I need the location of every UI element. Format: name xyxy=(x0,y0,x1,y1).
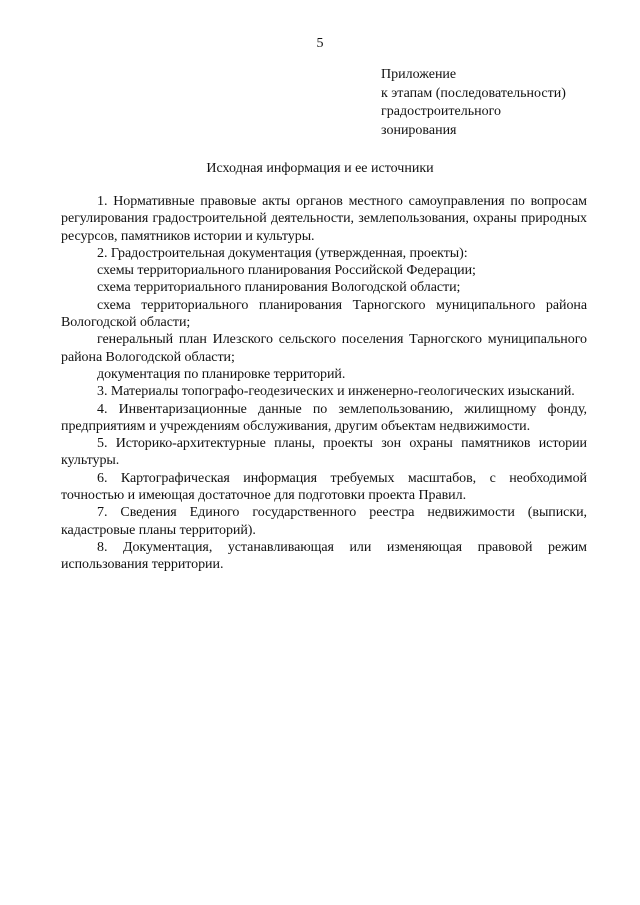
list-item: 4. Инвентаризационные данные по землепользованию, жилищному фонду, предприятиям и учреждениям обслуживания, другим объектам недвижимости. xyxy=(61,401,587,434)
list-item: 3. Материалы топографо-геодезических и инженерно-геологических изысканий. xyxy=(97,384,575,400)
list-item: схема территориального планирования Вологодской области; xyxy=(97,280,461,296)
list-item: 8. Документация, устанавливающая или изменяющая правовой режим использования территории. xyxy=(61,539,587,573)
list-item: 2. Градостроительная документация (утвержденная, проекты): xyxy=(97,245,468,261)
list-item: схема территориального планирования Тарногского муниципального района Вологодской области; xyxy=(61,297,587,331)
list-item: генеральный план Илезского сельского поселения Тарногского муниципального района Вологодской области; xyxy=(61,332,587,365)
page-number: 5 xyxy=(316,36,324,51)
document-body xyxy=(61,193,587,574)
appendix-line: к этапам (последовательности) xyxy=(381,85,566,101)
list-item: 7. Сведения Единого государственного реестра недвижимости (выписки, кадастровые планы территорий). xyxy=(61,505,587,538)
appendix-note xyxy=(381,66,621,140)
appendix-line: зонирования xyxy=(381,122,457,138)
list-item: 6. Картографическая информация требуемых масштабов, с необходимой точностью и имеющая достаточное для подготовки проекта Правил. xyxy=(61,470,587,504)
list-item: документация по планировке территорий. xyxy=(97,366,346,382)
appendix-line: Приложение xyxy=(381,67,457,82)
list-item: схемы территориального планирования Российской Федерации; xyxy=(97,263,476,279)
list-item: 1. Нормативные правовые акты органов местного самоуправления по вопросам регулирования градостроительной деятельности, землепользования, охраны природных ресурсов, памятников истории и культуры. xyxy=(61,194,587,244)
document-title: Исходная информация и ее источники xyxy=(206,161,434,176)
appendix-line: градостроительного xyxy=(381,104,502,119)
list-item: 5. Историко-архитектурные планы, проекты зон охраны памятников истории культуры. xyxy=(61,436,587,469)
